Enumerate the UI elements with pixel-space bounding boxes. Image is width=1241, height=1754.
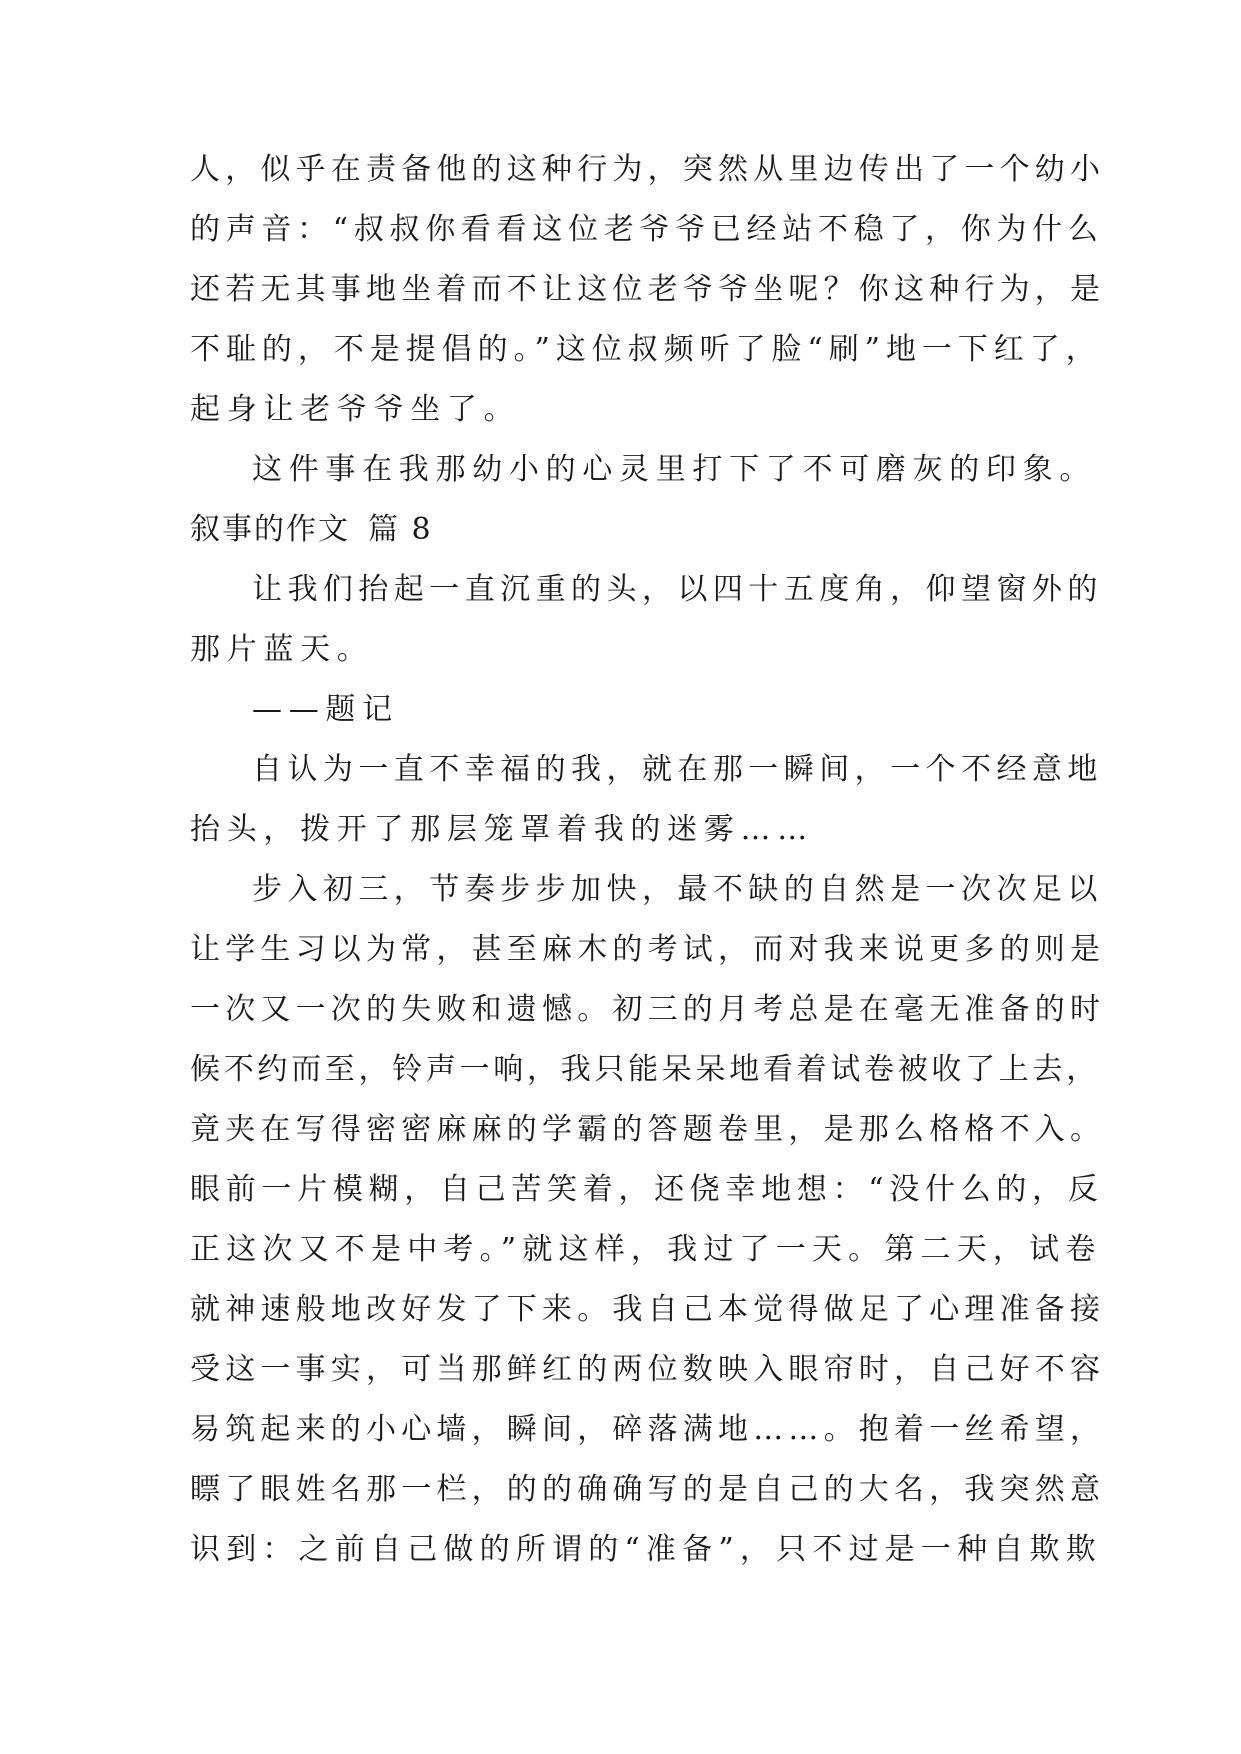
text-line: 起身让老爷爷坐了。 [190, 392, 521, 427]
text-line: 识到：之前自己做的所谓的“准备”，只不过是一种自欺欺 [190, 1532, 1102, 1567]
text-line: 眼前一片模糊，自己苦笑着，还侥幸地想：“没什么的，反 [190, 1172, 1104, 1207]
text-line: 让学生习以为常，甚至麻木的考试，而对我来说更多的则是 [190, 932, 1106, 967]
text-line: 易筑起来的小心墙，瞬间，碎落满地……。抱着一丝希望， [190, 1412, 1106, 1447]
epigraph-attribution: ——题记 [252, 692, 399, 727]
section-heading [190, 500, 433, 560]
text-line: 自认为一直不幸福的我，就在那一瞬间，一个不经意地 [252, 752, 1103, 787]
text-line: 那片蓝天。 [190, 632, 374, 667]
text-line: 这件事在我那幼小的心灵里打下了不可磨灰的印象。 [252, 452, 1097, 487]
text-line: 步入初三，节奏步步加快，最不缺的自然是一次次足以 [252, 872, 1103, 907]
heading-part-number: 篇 8 [368, 512, 433, 547]
text-line: 抬头，拨开了那层笼罩着我的迷雾…… [190, 812, 814, 847]
text-line: 人，似乎在责备他的这种行为，突然从里边传出了一个幼小 [190, 152, 1106, 187]
text-line: 的声音：“叔叔你看看这位老爷爷已经站不稳了，你为什么 [190, 212, 1104, 247]
text-line: 受这一事实，可当那鲜红的两位数映入眼帘时，自己好不容 [190, 1352, 1106, 1387]
text-line: 瞟了眼姓名那一栏，的的确确写的是自己的大名，我突然意 [190, 1472, 1106, 1507]
text-line: 还若无其事地坐着而不让这位老爷爷坐呢？你这种行为，是 [190, 272, 1106, 307]
text-line: 就神速般地改好发了下来。我自己本觉得做足了心理准备接 [190, 1292, 1106, 1327]
text-line: 正这次又不是中考。”就这样，我过了一天。第二天，试卷 [190, 1232, 1102, 1267]
text-line: 不耻的，不是提倡的。”这位叔频听了脸“刷”地一下红了， [190, 332, 1102, 367]
text-line: 让我们抬起一直沉重的头，以四十五度角，仰望窗外的 [252, 572, 1103, 607]
text-line: 一次又一次的失败和遗憾。初三的月考总是在毫无准备的时 [190, 992, 1106, 1027]
text-line: 竟夹在写得密密麻麻的学霸的答题卷里，是那么格格不入。 [190, 1112, 1106, 1147]
heading-title: 叙事的作文 [190, 512, 350, 547]
text-line: 候不约而至，铃声一响，我只能呆呆地看着试卷被收了上去， [190, 1052, 1100, 1087]
